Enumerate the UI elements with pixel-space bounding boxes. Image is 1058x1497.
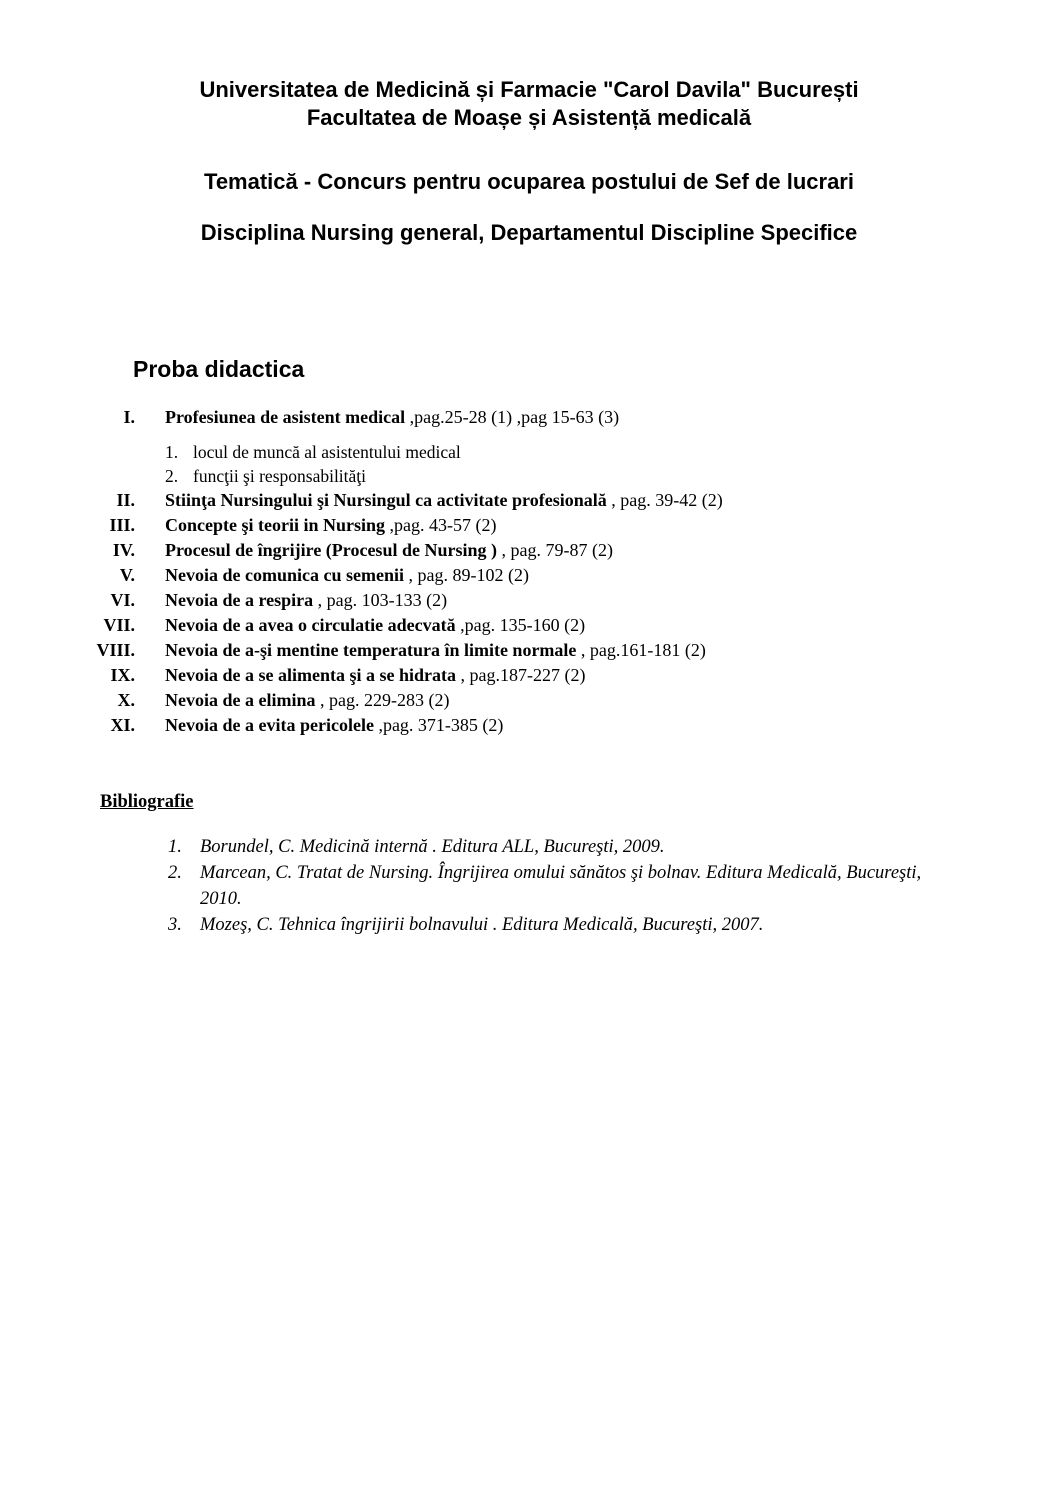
toc-item-pages: ,pag. 43-57 (2): [385, 515, 497, 535]
toc-item-title: Procesul de îngrijire (Procesul de Nursing ): [165, 540, 497, 560]
bibliography-item-number: 3.: [168, 915, 182, 935]
toc-item-text: [165, 513, 496, 538]
section-heading: Proba didactica: [133, 356, 305, 382]
toc-item-text: [165, 563, 529, 588]
bibliography-item-number: 2.: [168, 863, 182, 883]
bibliography-item: [0, 860, 1058, 912]
toc-item-title: Concepte şi teorii in Nursing: [165, 515, 385, 535]
toc-item-numeral: X.: [117, 690, 135, 710]
toc-item-title: Nevoia de a evita pericolele: [165, 715, 374, 735]
bibliography-item: [0, 834, 1058, 860]
toc-item-text: [165, 488, 723, 513]
bibliography-item: [0, 912, 1058, 938]
toc-subitem-number: 1.: [165, 442, 179, 462]
toc-item-numeral: IV.: [112, 540, 135, 560]
toc-item-text: [165, 405, 619, 430]
bibliography-item-text: Mozeş, C. Tehnica îngrijirii bolnavului . Editura Medicală, Bucureşti, 2007.: [200, 915, 764, 935]
toc-item-numeral: VIII.: [96, 640, 135, 660]
toc-item-pages: , pag. 39-42 (2): [606, 490, 723, 510]
toc-subitem-text: locul de muncă al asistentului medical: [193, 442, 461, 462]
toc-item: [0, 488, 1058, 513]
toc-item-title: Nevoia de a se alimenta şi a se hidrata: [165, 665, 456, 685]
toc-item-text: [165, 588, 447, 613]
toc-item-numeral: VI.: [110, 590, 135, 610]
toc-item: [0, 588, 1058, 613]
toc-subitem: [0, 464, 1058, 488]
toc-item: [0, 538, 1058, 563]
toc-item: [0, 513, 1058, 538]
toc-item: [0, 405, 1058, 430]
bibliography-heading: Bibliografie: [100, 792, 194, 812]
toc-item-pages: , pag. 79-87 (2): [496, 540, 613, 560]
toc-item: [0, 663, 1058, 688]
document-header: [0, 0, 1058, 132]
toc-item-numeral: I.: [123, 407, 135, 427]
bibliography-item-text: Borundel, C. Medicină internă . Editura ALL, Bucureşti, 2009.: [200, 837, 665, 857]
toc-item-pages: , pag. 103-133 (2): [313, 590, 448, 610]
toc-item-pages: ,pag. 135-160 (2): [455, 615, 586, 635]
toc-item-title: Nevoia de a avea o circulatie adecvată: [165, 615, 456, 635]
bibliography-item-number: 1.: [168, 837, 182, 857]
toc-subitem-number: 2.: [165, 466, 179, 486]
toc-item-numeral: VII.: [103, 615, 135, 635]
toc-subitem-text: funcţii şi responsabilităţi: [193, 466, 367, 486]
toc-item-text: [165, 638, 706, 663]
toc-item: [0, 563, 1058, 588]
thematic-title: Tematică - Concurs pentru ocuparea postului de Sef de lucrari: [204, 169, 854, 194]
toc-item-title: Nevoia de comunica cu semenii: [165, 565, 404, 585]
bibliography-list: [0, 834, 1058, 938]
toc-item: [0, 613, 1058, 638]
toc-item-text: [165, 613, 585, 638]
toc-item-title: Nevoia de a respira: [165, 590, 314, 610]
document-titles: [0, 168, 1058, 247]
toc-item-numeral: IX.: [110, 665, 135, 685]
discipline-title: Disciplina Nursing general, Departamentul Discipline Specifice: [200, 220, 858, 245]
university-name: Universitatea de Medicină și Farmacie "Carol Davila" București: [199, 77, 859, 102]
toc-item-pages: , pag. 89-102 (2): [403, 565, 529, 585]
toc-item-numeral: III.: [109, 515, 135, 535]
bibliography-item-text: Marcean, C. Tratat de Nursing. Îngrijirea omului sănătos şi bolnav. Editura Medicală, Bucureşti, 2010.: [200, 863, 922, 909]
toc-item-title: Nevoia de a elimina: [165, 690, 316, 710]
toc-item-numeral: II.: [116, 490, 135, 510]
faculty-name: Facultatea de Moașe și Asistență medicală: [306, 105, 752, 130]
toc-item-pages: ,pag.25-28 (1) ,pag 15-63 (3): [405, 407, 620, 427]
toc-item-text: [165, 538, 613, 563]
toc-subitem: [0, 440, 1058, 464]
toc-item: [0, 688, 1058, 713]
toc-item-title: Stiinţa Nursingului şi Nursingul ca activitate profesională: [165, 490, 607, 510]
toc-item-title: Profesiunea de asistent medical: [165, 407, 406, 427]
toc-item-pages: , pag.187-227 (2): [455, 665, 586, 685]
topics-list: [0, 405, 1058, 738]
toc-item-pages: ,pag. 371-385 (2): [373, 715, 504, 735]
toc-item-numeral: XI.: [110, 715, 135, 735]
toc-item-text: [165, 663, 585, 688]
toc-item-pages: , pag. 229-283 (2): [315, 690, 450, 710]
toc-item-numeral: V.: [119, 565, 135, 585]
toc-item-text: [165, 688, 449, 713]
toc-item-text: [165, 713, 503, 738]
toc-item-pages: , pag.161-181 (2): [576, 640, 706, 660]
toc-item: [0, 638, 1058, 663]
toc-item-title: Nevoia de a-şi mentine temperatura în limite normale: [165, 640, 577, 660]
toc-item: [0, 713, 1058, 738]
